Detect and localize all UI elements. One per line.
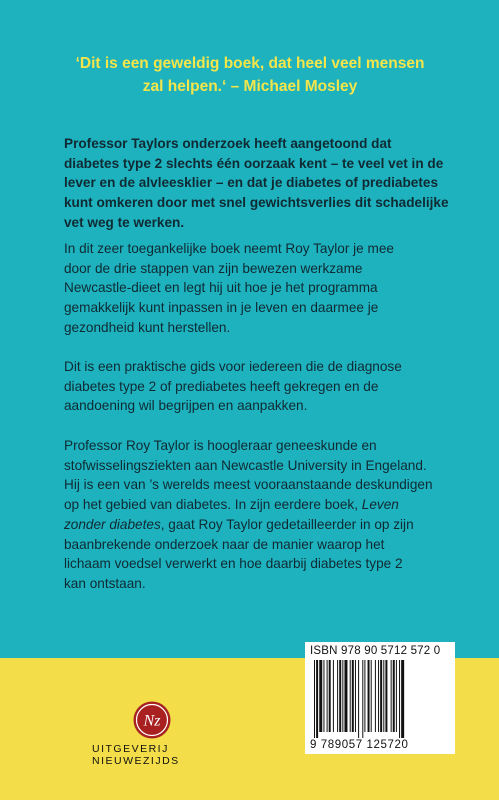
- book-title: Leven: [361, 497, 399, 513]
- author-bio-paragraph: [64, 436, 464, 594]
- barcode-icon: [312, 660, 450, 738]
- text-line: Dit is een praktische gids voor iedereen die de diagnose: [64, 359, 402, 374]
- audience-paragraph: [64, 357, 464, 416]
- text-line: door de drie stappen van zijn bewezen werkzame: [64, 260, 363, 276]
- text-line: [64, 495, 464, 515]
- quote-line: ‘Dit is een geweldig boek, dat heel veel mensen: [75, 55, 425, 72]
- publisher-logo: [132, 700, 172, 740]
- text-line: Newcastle-dieet en legt hij uit hoe je het programma: [64, 280, 378, 296]
- description-paragraph: [64, 239, 464, 338]
- publisher-name: UITGEVERIJ NIEUWEZIJDS: [92, 743, 180, 767]
- text-line: kan ontstaan.: [64, 575, 146, 591]
- text-line: lichaam voedsel verwerkt en hoe daarbij diabetes type 2: [64, 556, 403, 572]
- text-line: Professor Taylors onderzoek heeft aangetoond dat: [64, 136, 392, 151]
- text-line: baanbrekende onderzoek naar de manier waarop het: [64, 536, 385, 552]
- text-line: aandoening wil begrijpen en aanpakken.: [64, 398, 308, 414]
- text-line: gemakkelijk kunt inpassen in je leven en daarmee je: [64, 300, 379, 316]
- text-line: vet weg te werken.: [64, 214, 185, 230]
- text-line: [64, 515, 464, 535]
- book-title: zonder diabetes: [64, 516, 161, 532]
- text-line: lever en de alvleesklier – en dat je diabetes of prediabetes: [64, 175, 439, 191]
- text-line: In dit zeer toegankelijke boek neemt Roy Taylor je mee: [64, 241, 394, 256]
- text-line: diabetes type 2 of prediabetes heeft gekregen en de: [64, 378, 379, 394]
- quote-line: zal helpen.‘ – Michael Mosley: [142, 78, 358, 95]
- text-line: kunt omkeren door met snel gewichtsverlies dit schadelijke: [64, 195, 449, 211]
- text-segment: op het gebied van diabetes. In zijn eerdere boek,: [64, 497, 358, 513]
- isbn-text: ISBN 978 90 5712 572 0: [310, 645, 441, 657]
- summary-paragraph-bold: [64, 134, 464, 233]
- text-segment: , gaat Roy Taylor gedetailleerder in op zijn: [160, 516, 414, 532]
- text-line: Hij is een van ’s werelds meest vooraanstaande deskundigen: [64, 477, 433, 493]
- text-line: Professor Roy Taylor is hoogleraar geneeskunde en: [64, 438, 377, 453]
- text-line: diabetes type 2 slechts één oorzaak kent – te veel vet in de: [64, 155, 444, 171]
- barcode-number: 9 789057 125720: [310, 739, 409, 751]
- text-line: gezondheid kunt herstellen.: [64, 319, 231, 335]
- text-line: stofwisselingsziekten aan Newcastle University in Engeland.: [64, 457, 427, 473]
- logo-letters: Nz: [143, 712, 161, 730]
- endorsement-quote: [40, 52, 460, 98]
